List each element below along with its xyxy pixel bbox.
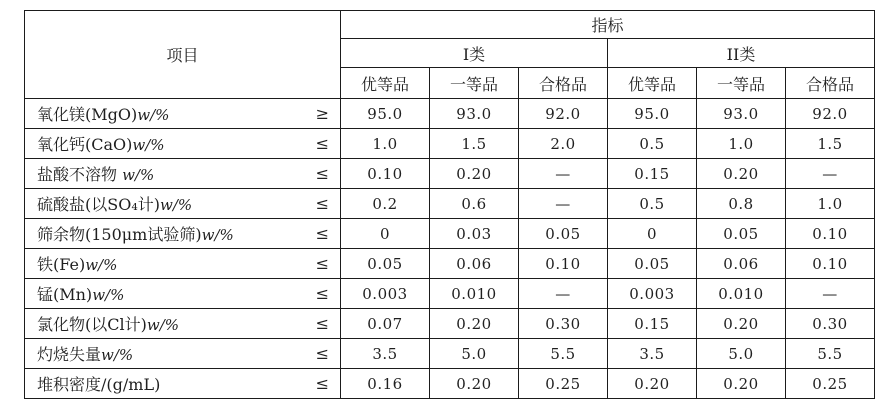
value-cell: 0.003 bbox=[608, 279, 697, 309]
header-grade: 优等品 bbox=[341, 68, 430, 99]
value-cell: 0.10 bbox=[341, 159, 430, 189]
table-row bbox=[25, 189, 875, 219]
value-cell: 0.05 bbox=[608, 249, 697, 279]
value-cell: — bbox=[519, 279, 608, 309]
comparison-operator: ≤ bbox=[315, 164, 329, 183]
table-row bbox=[25, 159, 875, 189]
value-cell: 0.20 bbox=[430, 159, 519, 189]
row-label: 盐酸不溶物 w/% bbox=[37, 165, 155, 184]
value-cell: 5.5 bbox=[519, 339, 608, 369]
row-label-cell bbox=[25, 129, 341, 159]
row-label: 堆积密度/(g/mL) bbox=[37, 375, 161, 394]
value-cell: 95.0 bbox=[608, 99, 697, 129]
value-cell: 0.10 bbox=[519, 249, 608, 279]
value-cell: 0.25 bbox=[786, 369, 875, 399]
value-cell: 0.16 bbox=[341, 369, 430, 399]
row-label: 硫酸盐(以SO₄计)w/% bbox=[37, 195, 193, 214]
value-cell: 0.06 bbox=[430, 249, 519, 279]
row-label-cell bbox=[25, 219, 341, 249]
table-row bbox=[25, 369, 875, 399]
value-cell: 0.25 bbox=[519, 369, 608, 399]
row-label-cell bbox=[25, 339, 341, 369]
header-class-2: II类 bbox=[608, 39, 875, 68]
comparison-operator: ≤ bbox=[315, 344, 329, 363]
value-cell: 2.0 bbox=[519, 129, 608, 159]
value-cell: 0 bbox=[608, 219, 697, 249]
value-cell: 0.10 bbox=[786, 219, 875, 249]
value-cell: 0.15 bbox=[608, 309, 697, 339]
row-label-cell bbox=[25, 309, 341, 339]
value-cell: 5.0 bbox=[430, 339, 519, 369]
value-cell: 3.5 bbox=[341, 339, 430, 369]
comparison-operator: ≤ bbox=[315, 314, 329, 333]
value-cell: 0.20 bbox=[697, 309, 786, 339]
unit-label: w/% bbox=[159, 196, 193, 214]
row-label: 氯化物(以Cl计)w/% bbox=[37, 315, 180, 334]
value-cell: 0.5 bbox=[608, 189, 697, 219]
value-cell: 5.0 bbox=[697, 339, 786, 369]
header-grade: 合格品 bbox=[519, 68, 608, 99]
header-index: 指标 bbox=[341, 11, 875, 39]
comparison-operator: ≤ bbox=[315, 254, 329, 273]
row-label-cell bbox=[25, 189, 341, 219]
row-label-cell bbox=[25, 159, 341, 189]
value-cell: 95.0 bbox=[341, 99, 430, 129]
value-cell: 1.5 bbox=[786, 129, 875, 159]
table-row bbox=[25, 219, 875, 249]
corner-header-item: 项目 bbox=[25, 11, 341, 99]
table-row bbox=[25, 129, 875, 159]
row-label-cell bbox=[25, 99, 341, 129]
value-cell: 0.6 bbox=[430, 189, 519, 219]
value-cell: 93.0 bbox=[430, 99, 519, 129]
value-cell: 0.30 bbox=[786, 309, 875, 339]
value-cell: — bbox=[519, 159, 608, 189]
comparison-operator: ≤ bbox=[315, 224, 329, 243]
unit-label: w/% bbox=[101, 346, 134, 364]
value-cell: 0.20 bbox=[697, 159, 786, 189]
value-cell: 1.5 bbox=[430, 129, 519, 159]
value-cell: 0.05 bbox=[519, 219, 608, 249]
value-cell: 0.5 bbox=[608, 129, 697, 159]
value-cell: 0.05 bbox=[341, 249, 430, 279]
unit-label: w/% bbox=[201, 226, 234, 244]
table-row bbox=[25, 279, 875, 309]
unit-label: w/% bbox=[122, 166, 155, 184]
table-row bbox=[25, 339, 875, 369]
unit-label: w/% bbox=[146, 316, 180, 334]
value-cell: 1.0 bbox=[697, 129, 786, 159]
value-cell: 1.0 bbox=[786, 189, 875, 219]
table-row bbox=[25, 309, 875, 339]
header-grade: 一等品 bbox=[697, 68, 786, 99]
row-label-cell bbox=[25, 369, 341, 399]
row-label: 氧化镁(MgO)w/% bbox=[37, 105, 170, 124]
row-label: 灼烧失量w/% bbox=[37, 345, 134, 364]
value-cell: 0.10 bbox=[786, 249, 875, 279]
comparison-operator: ≤ bbox=[315, 284, 329, 303]
unit-label: w/% bbox=[85, 256, 118, 274]
value-cell: 0.06 bbox=[697, 249, 786, 279]
value-cell: — bbox=[786, 159, 875, 189]
value-cell: 0.20 bbox=[697, 369, 786, 399]
row-label-cell bbox=[25, 249, 341, 279]
header-grade: 合格品 bbox=[786, 68, 875, 99]
comparison-operator: ≤ bbox=[315, 194, 329, 213]
unit-label: w/% bbox=[137, 106, 170, 124]
value-cell: 0.05 bbox=[697, 219, 786, 249]
value-cell: 0.30 bbox=[519, 309, 608, 339]
value-cell: 92.0 bbox=[519, 99, 608, 129]
spec-table bbox=[24, 10, 875, 399]
value-cell: 1.0 bbox=[341, 129, 430, 159]
unit-label: w/% bbox=[132, 136, 165, 154]
comparison-operator: ≥ bbox=[315, 104, 329, 123]
row-label: 锰(Mn)w/% bbox=[37, 285, 125, 304]
value-cell: 0.2 bbox=[341, 189, 430, 219]
comparison-operator: ≤ bbox=[315, 134, 329, 153]
value-cell: 92.0 bbox=[786, 99, 875, 129]
value-cell: 5.5 bbox=[786, 339, 875, 369]
header-grade: 优等品 bbox=[608, 68, 697, 99]
row-label: 筛余物(150μm试验筛)w/% bbox=[37, 225, 234, 244]
table-row bbox=[25, 99, 875, 129]
comparison-operator: ≤ bbox=[315, 374, 329, 393]
value-cell: 0.07 bbox=[341, 309, 430, 339]
value-cell: — bbox=[786, 279, 875, 309]
value-cell: 0.20 bbox=[608, 369, 697, 399]
value-cell: 0.003 bbox=[341, 279, 430, 309]
value-cell: 0.20 bbox=[430, 309, 519, 339]
value-cell: 0.15 bbox=[608, 159, 697, 189]
value-cell: 93.0 bbox=[697, 99, 786, 129]
unit-label: w/% bbox=[92, 286, 125, 304]
row-label-cell bbox=[25, 279, 341, 309]
value-cell: 0.010 bbox=[697, 279, 786, 309]
value-cell: 0 bbox=[341, 219, 430, 249]
table-row bbox=[25, 249, 875, 279]
header-class-1: I类 bbox=[341, 39, 608, 68]
value-cell: 3.5 bbox=[608, 339, 697, 369]
value-cell: 0.8 bbox=[697, 189, 786, 219]
value-cell: 0.20 bbox=[430, 369, 519, 399]
value-cell: 0.010 bbox=[430, 279, 519, 309]
header-grade: 一等品 bbox=[430, 68, 519, 99]
row-label: 铁(Fe)w/% bbox=[37, 255, 118, 274]
value-cell: — bbox=[519, 189, 608, 219]
row-label: 氧化钙(CaO)w/% bbox=[37, 135, 165, 154]
value-cell: 0.03 bbox=[430, 219, 519, 249]
